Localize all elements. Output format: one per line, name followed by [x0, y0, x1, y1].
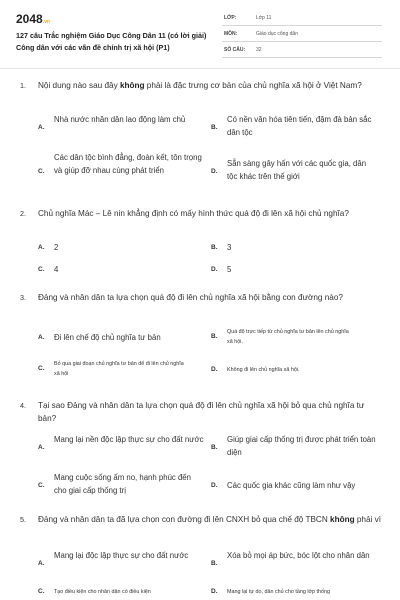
option-text: Đi lên chế độ chủ nghĩa tư bản: [54, 333, 161, 342]
meta-row-subject: [222, 28, 382, 42]
option-text: Nhà nước nhân dân lao động làm chủ: [54, 115, 186, 124]
option-text: Bỏ qua giai đoạn chủ nghĩa tư bản để đi lên chủ nghĩa xã hội: [54, 361, 184, 377]
question-text: Chủ nghĩa Mác – Lê nin khẳng định có mấy hình thức quá độ đi lên xã hội chủ nghĩa?: [38, 209, 349, 218]
option-letter: D.: [211, 168, 218, 175]
option-letter: D.: [211, 366, 218, 373]
option-letter: B.: [211, 560, 218, 567]
option-letter: C.: [38, 588, 45, 595]
meta-key: MÔN:: [224, 31, 238, 37]
option-text: 3: [227, 243, 232, 252]
meta-value: Giáo dục công dân: [256, 31, 298, 37]
meta-row-count: [222, 44, 382, 58]
option-text: Sẵn sàng gây hấn với các quốc gia, dân tộc khác trên thế giới: [227, 159, 367, 181]
worksheet-subtitle: Công dân với các vấn đề chính trị xã hội (P1): [16, 43, 170, 52]
question-emphasis: không: [330, 515, 355, 524]
option-letter: C.: [38, 168, 45, 175]
question-number: 4.: [20, 401, 26, 410]
meta-key: LỚP:: [224, 15, 237, 21]
question-number: 2.: [20, 209, 26, 218]
worksheet-title: 127 câu Trắc nghiệm Giáo Dục Công Dân 11 (có lời giải): [16, 31, 207, 40]
option-letter: A.: [38, 560, 45, 567]
option-letter: A.: [38, 444, 45, 451]
option-letter: A.: [38, 244, 45, 251]
question-text: Nội dung nào sau đây không phải là đặc trưng cơ bản của chủ nghĩa xã hội ở Việt Nam?: [38, 81, 362, 90]
option-letter: D.: [211, 588, 218, 595]
option-letter: C.: [38, 266, 45, 273]
question-text: Đảng và nhân dân ta lựa chọn quá độ đi lên chủ nghĩa xã hội bằng con đường nào?: [38, 293, 343, 302]
header-divider: [0, 68, 400, 69]
logo-domain: .vn: [42, 19, 50, 25]
site-logo[interactable]: [16, 12, 50, 26]
option-text: Mang lại độc lập thực sự cho đất nước: [54, 551, 189, 560]
option-letter: D.: [211, 482, 218, 489]
option-text: Tạo điều kiện cho nhân dân có điều kiện: [54, 589, 151, 595]
option-letter: A.: [38, 124, 45, 131]
option-text: Các quốc gia khác cũng làm như vậy: [227, 481, 356, 490]
option-letter: A.: [38, 334, 45, 341]
option-text: Không đi lên chủ nghĩa xã hội.: [227, 367, 300, 373]
option-text: Mang lại nền độc lập thực sự cho đất nước: [54, 435, 204, 444]
logo-text: 2048: [16, 12, 43, 26]
option-letter: C.: [38, 482, 45, 489]
question-text: Đảng và nhân dân ta đã lựa chọn con đường đi lên CNXH bỏ qua chế độ TBCN không phải vì: [38, 515, 381, 524]
question-number: 5.: [20, 515, 26, 524]
worksheet-header: [0, 0, 400, 68]
meta-key: SỐ CÂU:: [224, 47, 246, 53]
option-text: 2: [54, 243, 59, 252]
option-letter: B.: [211, 333, 218, 340]
option-text: 5: [227, 265, 232, 274]
option-text: Mang cuộc sống ấm no, hạnh phúc đến cho giai cấp thống trị: [54, 473, 191, 495]
option-text: Giúp giai cấp thống trị được phát triển toàn diện: [227, 435, 376, 457]
question-number: 3.: [20, 293, 26, 302]
option-text: Mang lại tự do, dân chủ cho tầng lớp thống: [227, 589, 331, 595]
meta-value: 32: [256, 47, 262, 53]
question-text: Tại sao Đảng và nhân dân ta lựa chọn quá độ đi lên chủ nghĩa xã hội bỏ qua chủ nghĩa tư bản?: [38, 401, 365, 423]
option-letter: B.: [211, 444, 218, 451]
question-number: 1.: [20, 81, 26, 90]
meta-row-class: [222, 12, 382, 26]
option-text: Có nền văn hóa tiên tiến, đậm đà bản sắc dân tộc: [227, 115, 372, 137]
question-emphasis: không: [119, 81, 145, 90]
option-letter: C.: [38, 365, 45, 372]
option-text: Các dân tộc bình đẳng, đoàn kết, tôn trọng và giúp đỡ nhau cùng phát triển: [54, 153, 202, 175]
option-letter: D.: [211, 266, 218, 273]
option-letter: B.: [211, 124, 218, 131]
option-text: Xóa bỏ mọi áp bức, bóc lột cho nhân dân: [227, 551, 370, 560]
option-text: 4: [54, 265, 59, 274]
option-text: Quá độ trực tiếp từ chủ nghĩa tư bản lên chủ nghĩa xã hội.: [227, 329, 349, 345]
meta-value: Lớp 11: [256, 15, 272, 21]
option-letter: B.: [211, 244, 218, 251]
